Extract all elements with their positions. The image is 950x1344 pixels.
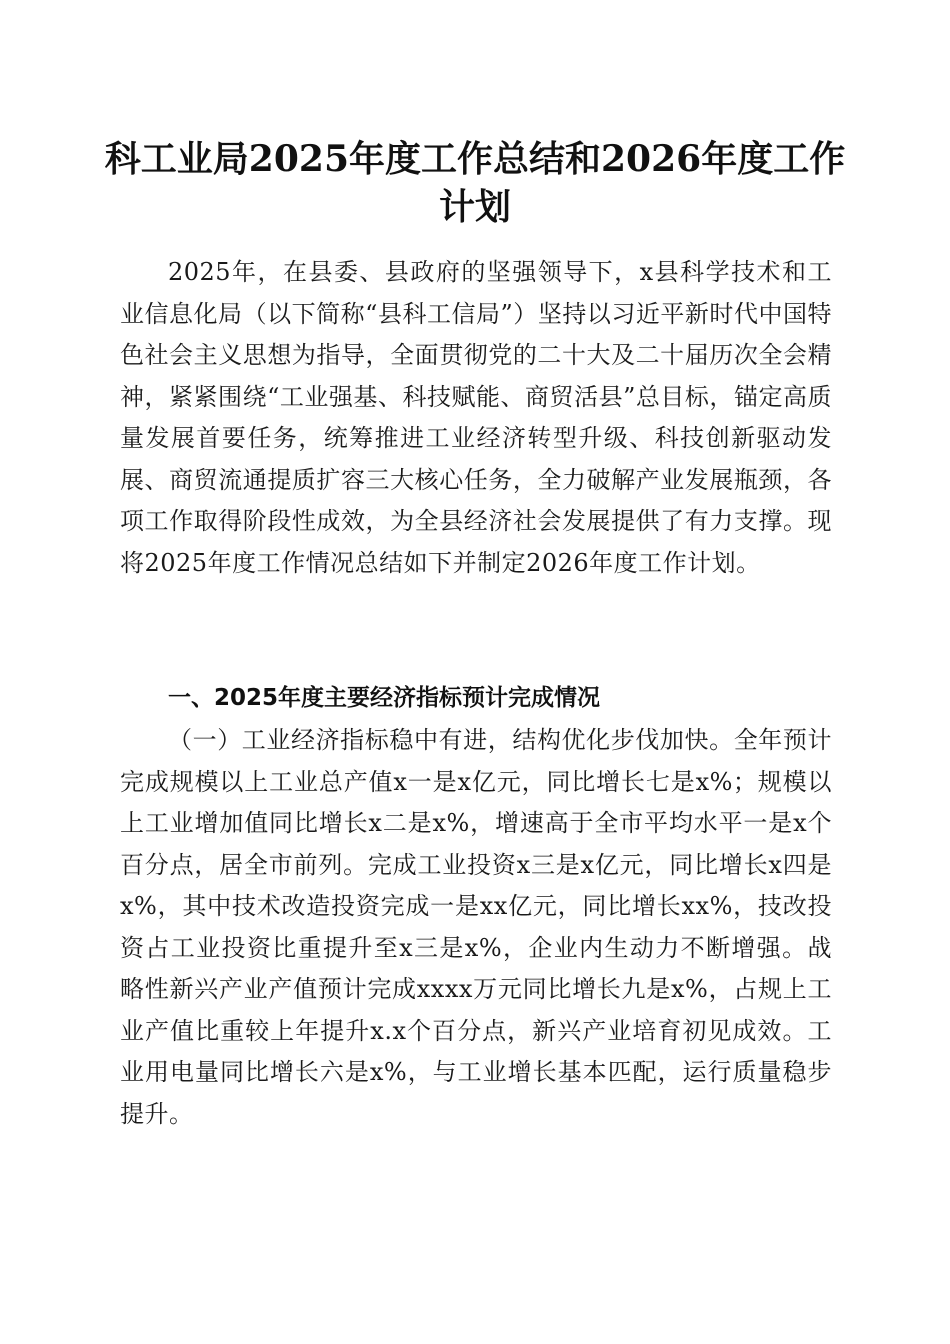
section-heading: 一、2025年度主要经济指标预计完成情况 [168, 685, 601, 711]
subsection-paragraph: （一）工业经济指标稳中有进，结构优化步伐加快。全年预计完成规模以上工业总产值x一是x亿元，同比增长七是x%；规模以上工业增加值同比增长x二是x%，增速高于全市平均水平一是x个百分点，居全市前列。完成工业投资x三是x亿元，同比增长x四是x%，其中技术改造投资完成一是xx亿元，同比增长xx%，技改投资占工业投资比重提升至x三是x%，企业内生动力不断增强。战略性新兴产业产值预计完成xxxx万元同比增长九是x%，占规上工业产值比重较上年提升x.x个百分点，新兴产业培育初见成效。工业用电量同比增长六是x%，与工业增长基本匹配，运行质量稳步提升。 [120, 726, 832, 1128]
document-title: 科工业局2025年度工作总结和2026年度工作计划 [104, 138, 846, 228]
intro-paragraph: 2025年，在县委、县政府的坚强领导下，x县科学技术和工业信息化局（以下简称“县科工信局”）坚持以习近平新时代中国特色社会主义思想为指导，全面贯彻党的二十大及二十届历次全会精神，紧紧围绕“工业强基、科技赋能、商贸活县”总目标，锚定高质量发展首要任务，统筹推进工业经济转型升级、科技创新驱动发展、商贸流通提质扩容三大核心任务，全力破解产业发展瓶颈，各项工作取得阶段性成效，为全县经济社会发展提供了有力支撑。现将2025年度工作情况总结如下并制定2026年度工作计划。 [120, 258, 832, 577]
